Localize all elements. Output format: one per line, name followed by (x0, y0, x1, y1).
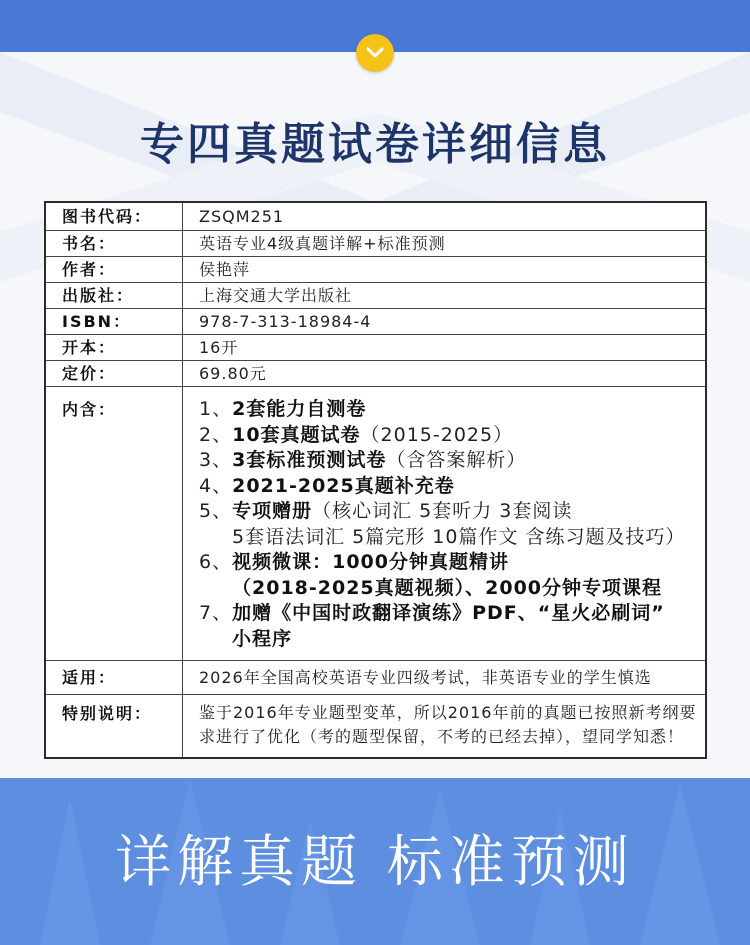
list-item: 6、视频微课：1000分钟真题精讲 (199, 551, 509, 573)
label-title: 书名： (45, 231, 183, 257)
table-row-author (45, 257, 706, 283)
footer-slogan: 详解真题 标准预测 (115, 830, 635, 895)
value-author: 侯艳萍 (183, 257, 707, 283)
table-row-price (45, 361, 706, 387)
label-code: 图书代码： (45, 202, 183, 231)
value-title: 英语专业4级真题详解+标准预测 (183, 231, 707, 257)
table-row-note (45, 695, 706, 759)
list-item: 2、10套真题试卷（2015-2025） (199, 423, 514, 446)
value-price: 69.80元 (183, 361, 707, 387)
label-author: 作者： (45, 257, 183, 283)
note-text: 鉴于2016年专业题型变革，所以2016年前的真题已按照新考纲要求进行了优化（考的题型保留，不考的已经去掉），望同学知悉！ (199, 703, 697, 746)
table-row-code (45, 202, 706, 231)
table-row-title (45, 231, 706, 257)
list-item: 5套语法词汇 5篇完形 10篇作文 含练习题及技巧） (232, 525, 686, 548)
label-format: 开本： (45, 335, 183, 361)
label-publisher: 出版社： (45, 283, 183, 309)
list-item: 小程序 (232, 627, 293, 650)
book-info-table (44, 201, 707, 759)
value-contents (183, 387, 707, 661)
page-title: 专四真题试卷详细信息 (140, 119, 610, 170)
value-usage: 2026年全国高校英语专业四级考试，非英语专业的学生慎选 (183, 661, 707, 695)
label-price: 定价： (45, 361, 183, 387)
list-item: 5、专项赠册（核心词汇 5套听力 3套阅读 (199, 500, 573, 522)
chevron-down-icon (365, 44, 385, 62)
table-row-format (45, 335, 706, 361)
list-item: 4、2021-2025真题补充卷 (199, 474, 455, 497)
table-row-publisher (45, 283, 706, 309)
scroll-down-badge (356, 34, 394, 72)
table-row-usage (45, 661, 706, 695)
label-usage: 适用： (45, 661, 183, 695)
label-contents: 内含： (45, 387, 183, 661)
value-format: 16开 (183, 335, 707, 361)
value-code: ZSQM251 (183, 202, 707, 231)
label-note: 特别说明： (45, 695, 183, 759)
list-item: 1、2套能力自测卷 (199, 398, 367, 420)
table-row-isbn (45, 309, 706, 335)
list-item: 7、加赠《中国时政翻译演练》PDF、“星火必刷词” (199, 602, 665, 624)
value-isbn: 978-7-313-18984-4 (183, 309, 707, 335)
list-item: （2018-2025真题视频）、2000分钟专项课程 (232, 576, 663, 599)
label-isbn: ISBN： (45, 309, 183, 335)
contents-list (199, 387, 705, 660)
value-publisher: 上海交通大学出版社 (183, 283, 707, 309)
table-row-contents (45, 387, 706, 661)
value-note (183, 695, 707, 759)
list-item: 3、3套标准预测试卷（含答案解析） (199, 449, 527, 471)
